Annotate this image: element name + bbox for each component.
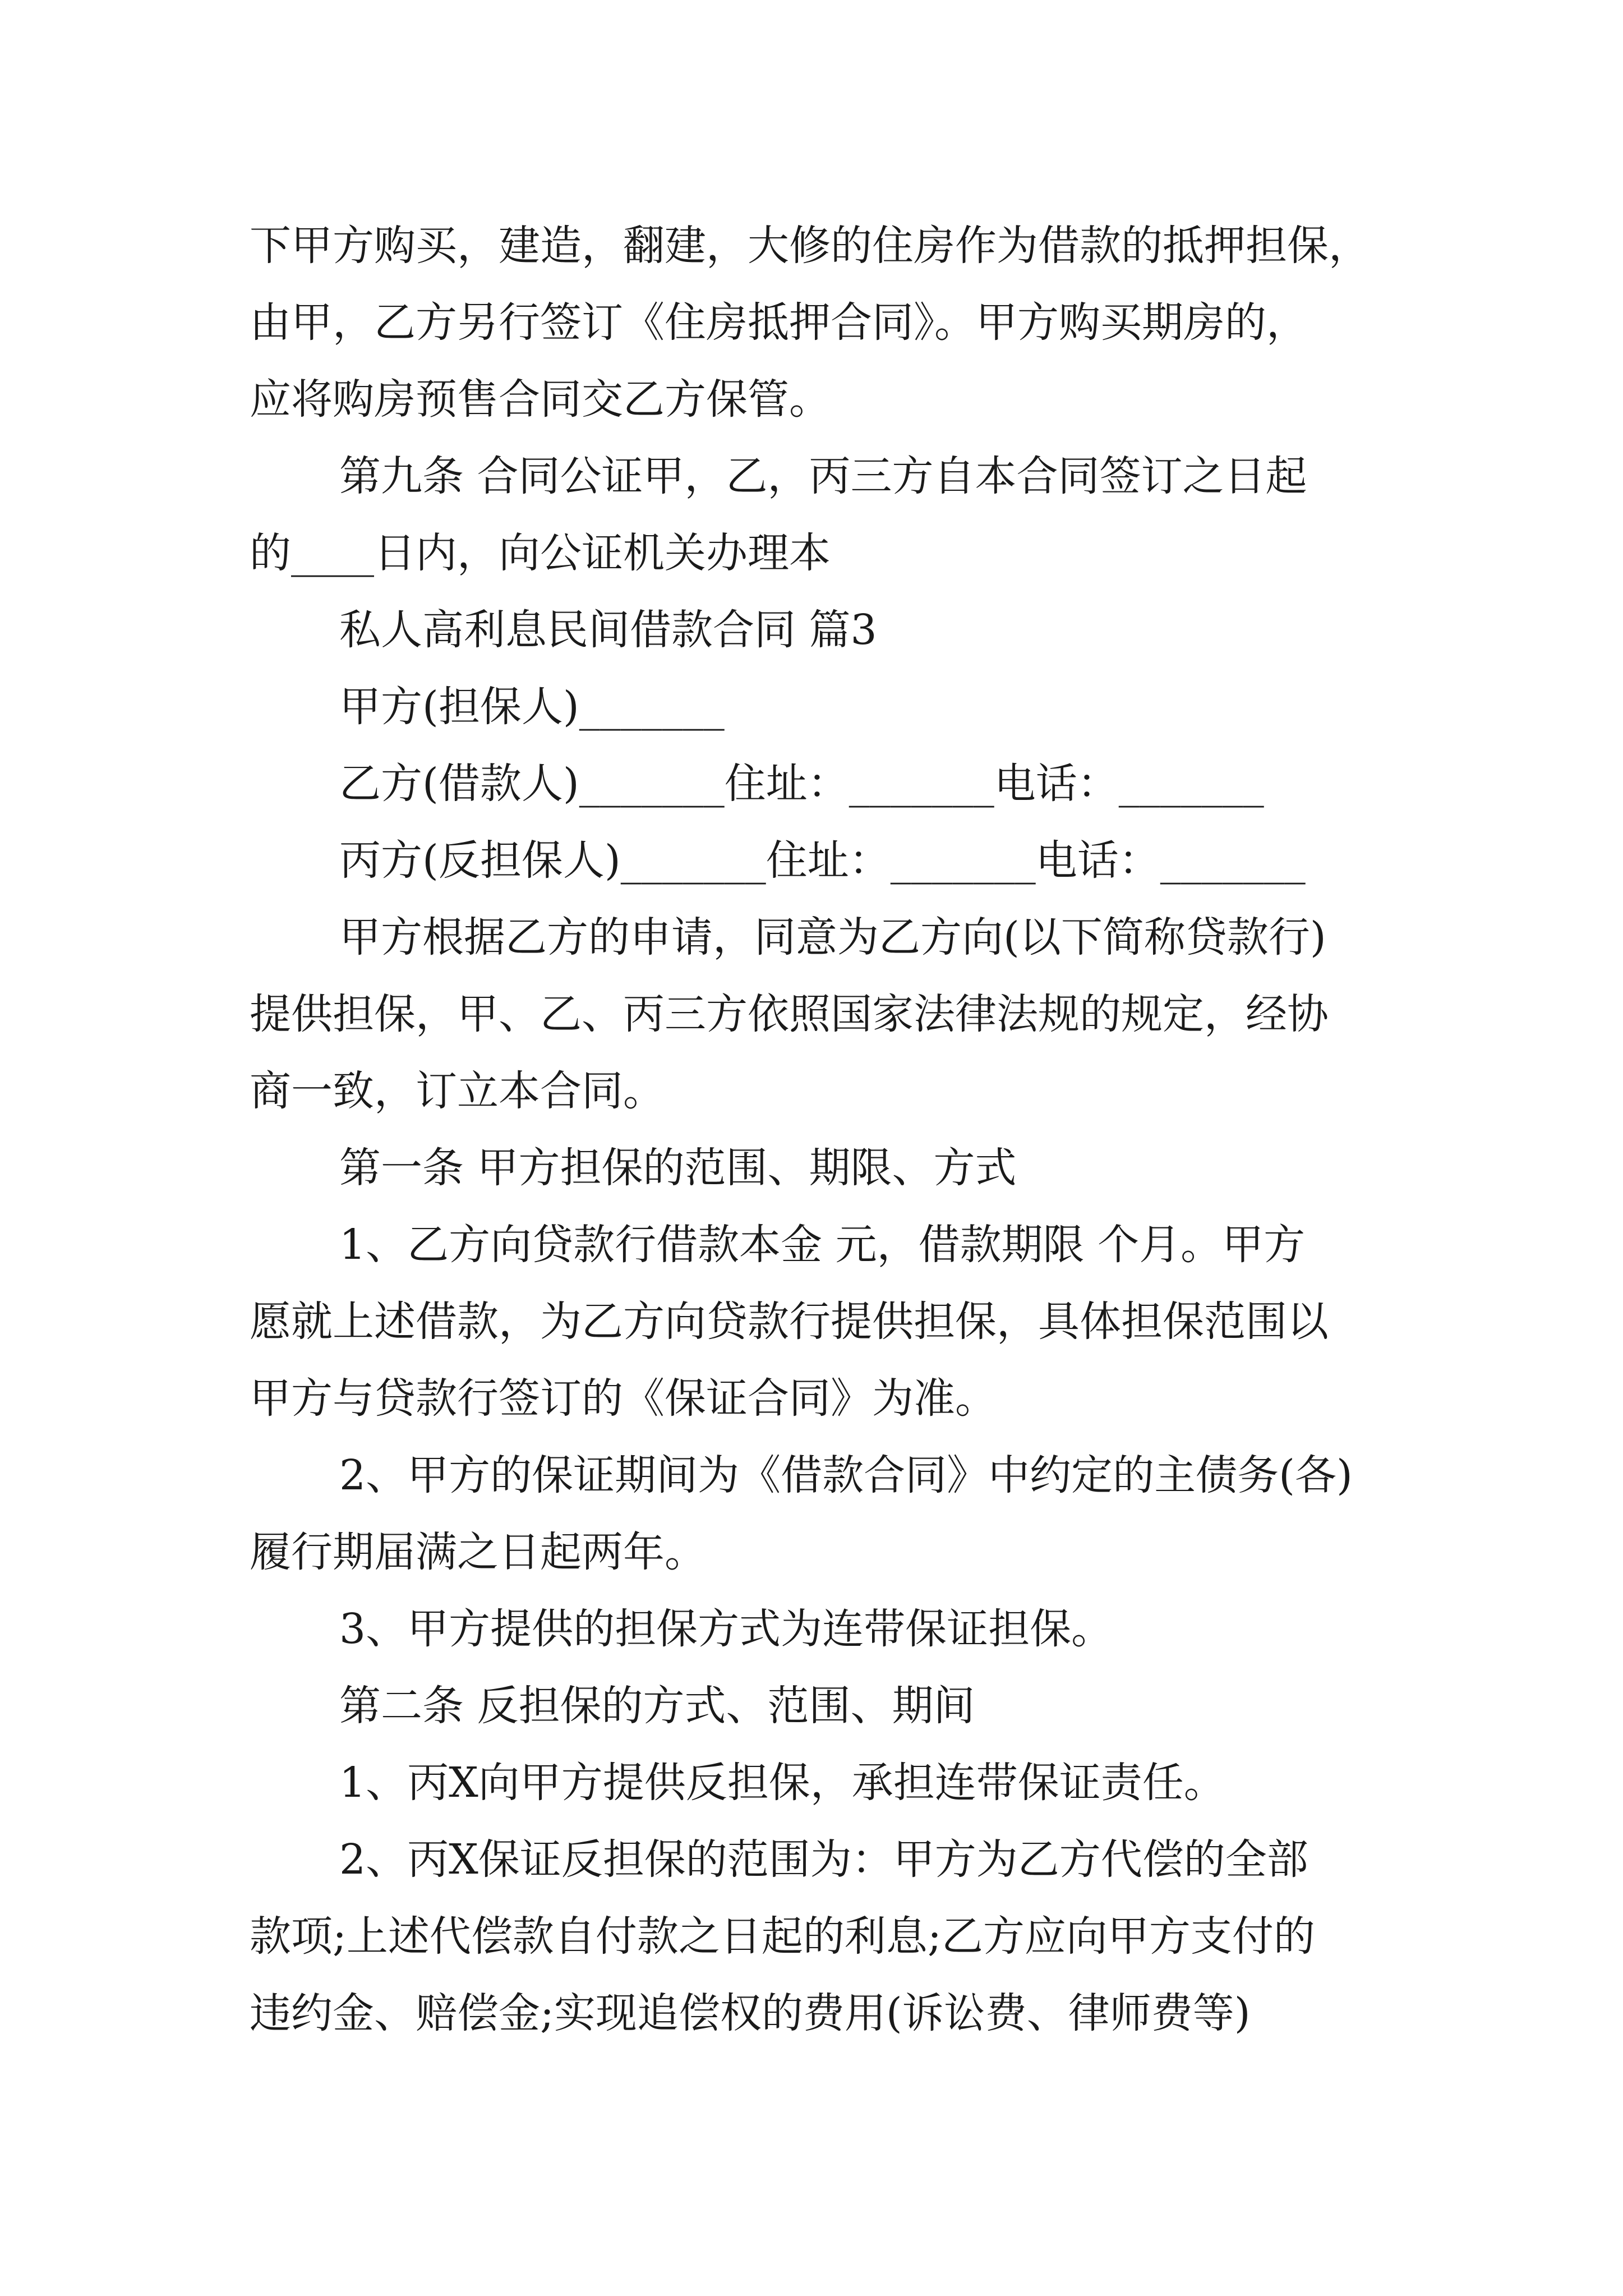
article-1-heading: 第一条 甲方担保的范围、期限、方式 xyxy=(339,1144,1017,1192)
text-line: 甲方根据乙方的申请，同意为乙方向(以下简称贷款行) xyxy=(339,913,1326,961)
text-line: 违约金、赔偿金;实现追偿权的费用(诉讼费、律师费等) xyxy=(250,1989,1251,2037)
text-line: 由甲，乙方另行签订《住房抵押合同》。甲方购买期房的， xyxy=(250,298,1308,347)
section-title: 私人高利息民间借款合同 篇3 xyxy=(339,606,877,654)
text-line: 1、乙方向贷款行借款本金 元，借款期限 个月。甲方 xyxy=(339,1221,1306,1269)
text-line: 2、甲方的保证期间为《借款合同》中约定的主债务(各) xyxy=(339,1451,1353,1499)
text-line: 应将购房预售合同交乙方保管。 xyxy=(250,375,831,424)
party-c-line: 丙方(反担保人)_______住址：_______电话：_______ xyxy=(339,836,1306,885)
article-2-heading: 第二条 反担保的方式、范围、期间 xyxy=(339,1682,975,1730)
document-body xyxy=(250,208,1377,2052)
text-line: 的____日内，向公证机关办理本 xyxy=(250,529,831,577)
text-line: 提供担保，甲、乙、丙三方依照国家法律法规的规定，经协 xyxy=(250,990,1329,1038)
text-line: 履行期届满之日起两年。 xyxy=(250,1528,706,1576)
text-line: 1、丙X向甲方提供反担保，承担连带保证责任。 xyxy=(339,1759,1225,1807)
text-line: 3、甲方提供的担保方式为连带保证担保。 xyxy=(339,1605,1113,1653)
text-line: 商一致，订立本合同。 xyxy=(250,1067,665,1115)
text-line: 2、丙X保证反担保的范围为：甲方为乙方代偿的全部 xyxy=(339,1835,1308,1884)
article-9-line: 第九条 合同公证甲，乙，丙三方自本合同签订之日起 xyxy=(339,452,1307,500)
text-line: 愿就上述借款，为乙方向贷款行提供担保，具体担保范围以 xyxy=(250,1297,1329,1346)
text-line: 款项;上述代偿款自付款之日起的利息;乙方应向甲方支付的 xyxy=(250,1912,1315,1961)
text-line: 甲方与贷款行签订的《保证合同》为准。 xyxy=(250,1374,997,1423)
party-b-line: 乙方(借款人)_______住址：_______电话：_______ xyxy=(339,760,1264,808)
text-line: 下甲方购买，建造，翻建，大修的住房作为借款的抵押担保， xyxy=(250,222,1370,270)
party-a-line: 甲方(担保人)_______ xyxy=(339,683,725,731)
